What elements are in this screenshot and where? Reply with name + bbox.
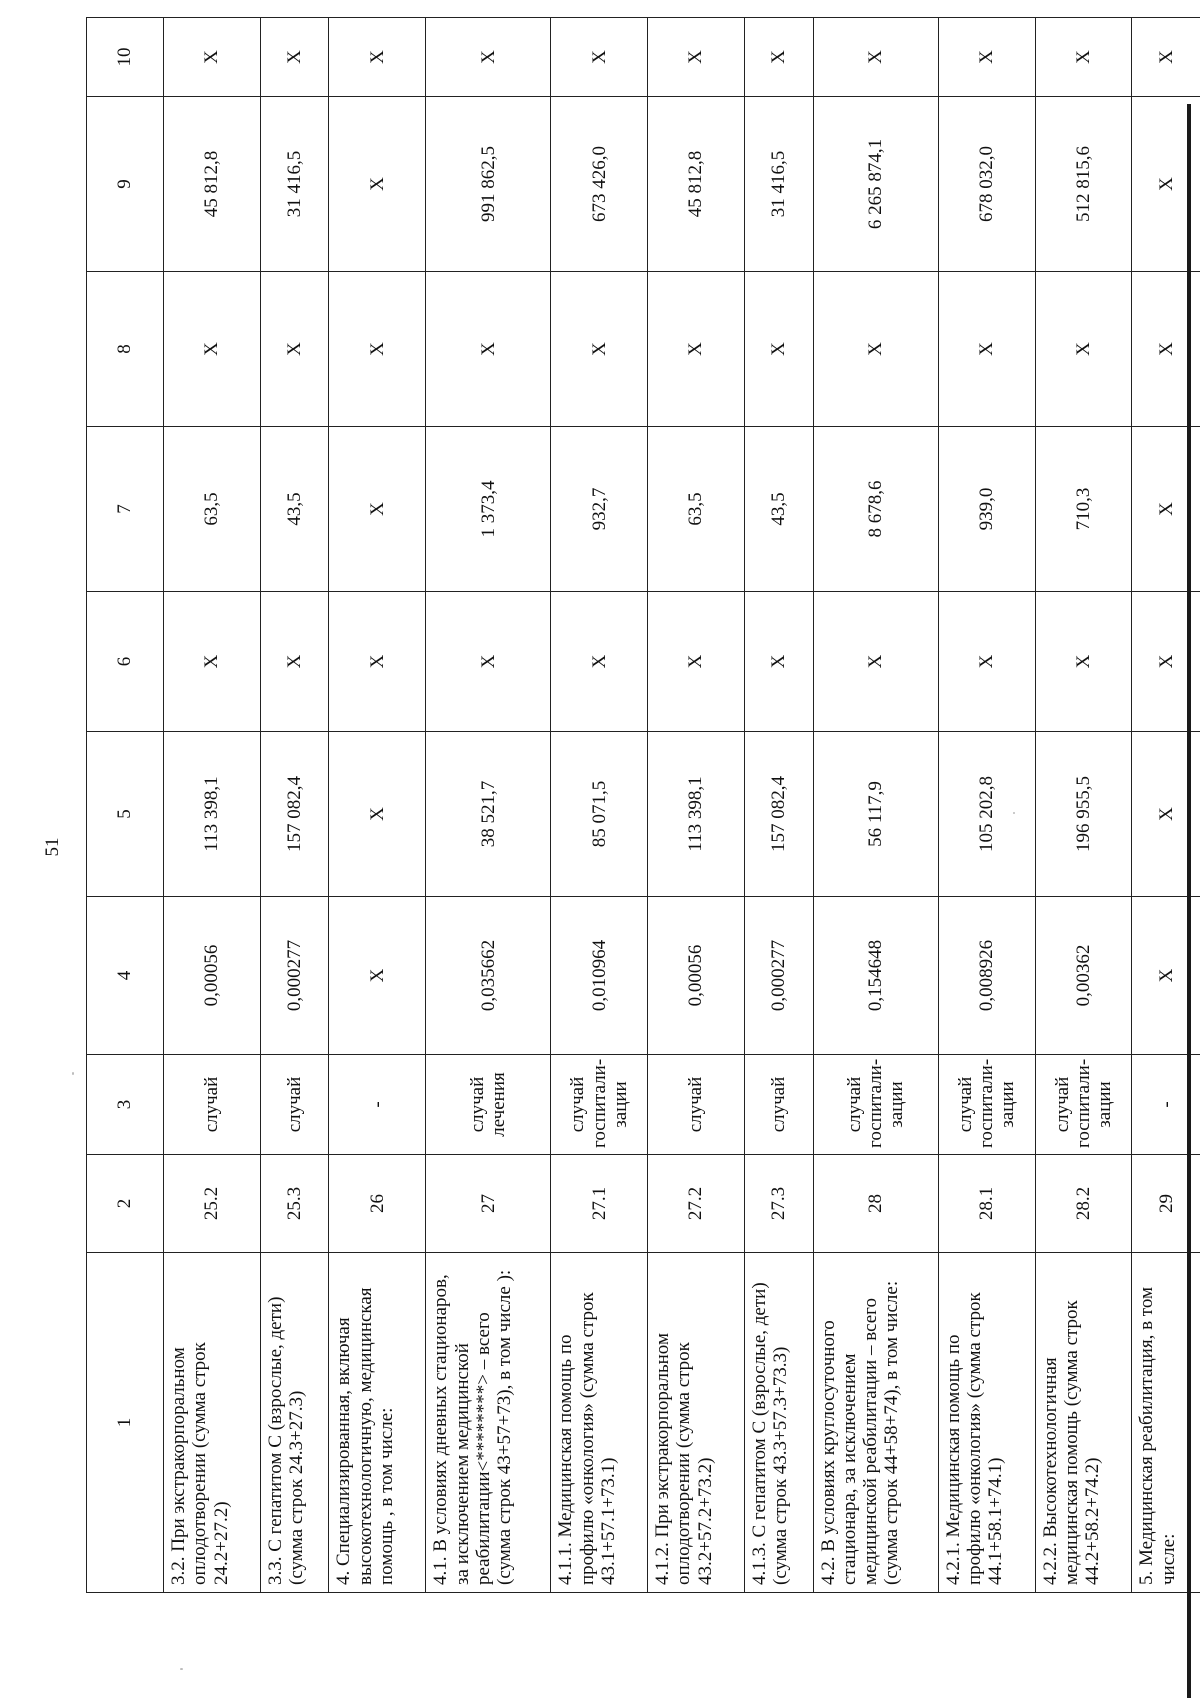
row-label-cell: 4.2. В условиях круглосуточного стационара, за исключением медицинской реабилитации – всего (сумма строк 44+58+74), в том числе: <box>813 1253 938 1593</box>
table-cell-col-4: 0,035662 <box>426 897 551 1055</box>
row-label-cell: 3.2. При экстракорпоральном оплодотворении (сумма строк 24.2+27.2) <box>164 1253 261 1593</box>
table-cell-col-9: 6 265 874,1 <box>813 97 938 272</box>
column-header-9: 9 <box>87 97 164 272</box>
table-cell-col-3: случай <box>648 1055 745 1155</box>
table-row <box>648 18 745 1593</box>
table-cell-col-10: Х <box>813 18 938 97</box>
table-cell-col-7: 1 373,4 <box>426 427 551 592</box>
table-cell-col-6: Х <box>938 592 1035 732</box>
column-header-3: 3 <box>87 1055 164 1155</box>
column-header-2: 2 <box>87 1155 164 1253</box>
table-cell-col-9: 673 426,0 <box>551 97 648 272</box>
table-cell-col-10: Х <box>648 18 745 97</box>
table-cell-col-9: 31 416,5 <box>745 97 814 272</box>
table-row <box>1035 18 1132 1593</box>
table-cell-col-10: Х <box>164 18 261 97</box>
table-cell-col-9: 31 416,5 <box>260 97 329 272</box>
table-cell-col-3: случай госпитали-зации <box>551 1055 648 1155</box>
table-cell-col-8: Х <box>938 272 1035 427</box>
table-cell-col-8: Х <box>329 272 426 427</box>
table-cell-col-2: 28 <box>813 1155 938 1253</box>
table-cell-col-5: 196 955,5 <box>1035 732 1132 897</box>
table-row <box>260 18 329 1593</box>
table-cell-col-4: 0,008926 <box>938 897 1035 1055</box>
table-cell-col-7: 63,5 <box>164 427 261 592</box>
table-cell-col-3: случай госпитали-зации <box>1035 1055 1132 1155</box>
column-header-7: 7 <box>87 427 164 592</box>
row-label-cell: 4.2.1. Медицинская помощь по профилю «онкология» (сумма строк 44.1+58.1+74.1) <box>938 1253 1035 1593</box>
table-cell-col-3: - <box>1132 1055 1200 1155</box>
table-cell-col-7: 710,3 <box>1035 427 1132 592</box>
table-cell-col-6: Х <box>813 592 938 732</box>
table-cell-col-4: 0,000277 <box>260 897 329 1055</box>
table-cell-col-5: 85 071,5 <box>551 732 648 897</box>
table-cell-col-9: Х <box>329 97 426 272</box>
table-cell-col-9: 45 812,8 <box>164 97 261 272</box>
table-cell-col-8: Х <box>1132 272 1200 427</box>
row-label-cell: 4.2.2. Высокотехнологичная медицинская помощь (сумма строк 44.2+58.2+74.2) <box>1035 1253 1132 1593</box>
table-cell-col-4: 0,00056 <box>648 897 745 1055</box>
table-cell-col-5: 157 082,4 <box>745 732 814 897</box>
table-cell-col-8: Х <box>1035 272 1132 427</box>
table-cell-col-6: Х <box>648 592 745 732</box>
table-cell-col-5: 38 521,7 <box>426 732 551 897</box>
data-table <box>86 17 1200 1593</box>
row-label-cell: 4.1.2. При экстракорпоральном оплодотворении (сумма строк 43.2+57.2+73.2) <box>648 1253 745 1593</box>
table-cell-col-9: Х <box>1132 97 1200 272</box>
table-cell-col-10: Х <box>938 18 1035 97</box>
table-cell-col-4: 0,154648 <box>813 897 938 1055</box>
table-cell-col-2: 25.2 <box>164 1155 261 1253</box>
table-cell-col-2: 27 <box>426 1155 551 1253</box>
table-cell-col-2: 27.1 <box>551 1155 648 1253</box>
table-cell-col-5: Х <box>1132 732 1200 897</box>
table-cell-col-9: 991 862,5 <box>426 97 551 272</box>
table-cell-col-3: - <box>329 1055 426 1155</box>
table-cell-col-10: Х <box>745 18 814 97</box>
table-cell-col-5: 105 202,8 <box>938 732 1035 897</box>
table-cell-col-6: Х <box>1132 592 1200 732</box>
table-cell-col-2: 26 <box>329 1155 426 1253</box>
column-header-1: 1 <box>87 1253 164 1593</box>
table-cell-col-10: Х <box>1132 18 1200 97</box>
table-cell-col-7: 43,5 <box>745 427 814 592</box>
table-cell-col-4: Х <box>1132 897 1200 1055</box>
table-cell-col-6: Х <box>551 592 648 732</box>
table-cell-col-4: 0,000277 <box>745 897 814 1055</box>
table-cell-col-3: случай <box>164 1055 261 1155</box>
row-label-cell: 4.1.1. Медицинская помощь по профилю «онкология» (сумма строк 43.1+57.1+73.1) <box>551 1253 648 1593</box>
table-row <box>551 18 648 1593</box>
table-cell-col-6: Х <box>1035 592 1132 732</box>
table-cell-col-7: 43,5 <box>260 427 329 592</box>
table-cell-col-3: случай лечения <box>426 1055 551 1155</box>
scan-edge-line <box>1187 104 1191 1698</box>
table-cell-col-9: 678 032,0 <box>938 97 1035 272</box>
table-cell-col-8: Х <box>745 272 814 427</box>
table-cell-col-7: 932,7 <box>551 427 648 592</box>
column-header-6: 6 <box>87 592 164 732</box>
table-cell-col-8: Х <box>426 272 551 427</box>
table-cell-col-10: Х <box>1035 18 1132 97</box>
table-cell-col-4: 0,00056 <box>164 897 261 1055</box>
row-label-cell: 5. Медицинская реабилитация, в том числе: <box>1132 1253 1200 1593</box>
header-row <box>87 18 164 1593</box>
table-cell-col-6: Х <box>426 592 551 732</box>
table-cell-col-3: случай госпитали-зации <box>813 1055 938 1155</box>
scan-speck <box>180 1668 183 1670</box>
table-cell-col-5: 157 082,4 <box>260 732 329 897</box>
table-cell-col-2: 28.2 <box>1035 1155 1132 1253</box>
table-row <box>426 18 551 1593</box>
row-label-cell: 4.1.3. С гепатитом С (взрослые, дети) (сумма строк 43.3+57.3+73.3) <box>745 1253 814 1593</box>
table-cell-col-9: 512 815,6 <box>1035 97 1132 272</box>
table-cell-col-5: 56 117,9 <box>813 732 938 897</box>
table-cell-col-6: Х <box>329 592 426 732</box>
table-cell-col-2: 25.3 <box>260 1155 329 1253</box>
table-cell-col-10: Х <box>551 18 648 97</box>
table-cell-col-8: Х <box>648 272 745 427</box>
row-label-cell: 3.3. С гепатитом С (взрослые, дети) (сумма строк 24.3+27.3) <box>260 1253 329 1593</box>
table-cell-col-5: Х <box>329 732 426 897</box>
table-row <box>745 18 814 1593</box>
column-header-4: 4 <box>87 897 164 1055</box>
table-cell-col-5: 113 398,1 <box>164 732 261 897</box>
table-cell-col-7: Х <box>329 427 426 592</box>
column-header-10: 10 <box>87 18 164 97</box>
table-cell-col-8: Х <box>813 272 938 427</box>
table-cell-col-8: Х <box>260 272 329 427</box>
table-cell-col-4: 0,00362 <box>1035 897 1132 1055</box>
table-cell-col-3: случай госпитали-зации <box>938 1055 1035 1155</box>
table-row <box>164 18 261 1593</box>
table-cell-col-9: 45 812,8 <box>648 97 745 272</box>
table-body <box>87 18 1200 1593</box>
table-cell-col-6: Х <box>164 592 261 732</box>
table-cell-col-3: случай <box>745 1055 814 1155</box>
table-cell-col-2: 29 <box>1132 1155 1200 1253</box>
table-cell-col-4: 0,010964 <box>551 897 648 1055</box>
scan-speck <box>1013 812 1015 814</box>
table-cell-col-7: 63,5 <box>648 427 745 592</box>
table-cell-col-2: 28.1 <box>938 1155 1035 1253</box>
table-cell-col-7: 8 678,6 <box>813 427 938 592</box>
table-cell-col-2: 27.3 <box>745 1155 814 1253</box>
table-cell-col-8: Х <box>164 272 261 427</box>
table-row <box>813 18 938 1593</box>
rotated-table-wrapper <box>86 18 1200 1593</box>
table-cell-col-6: Х <box>745 592 814 732</box>
table-cell-col-7: 939,0 <box>938 427 1035 592</box>
scan-speck <box>72 1072 74 1075</box>
row-label-cell: 4.1. В условиях дневных стационаров, за исключением медицинской реабилитации<********> – всего (сумма строк 43+57+73), в том числе ): <box>426 1253 551 1593</box>
table-cell-col-6: Х <box>260 592 329 732</box>
row-label-cell: 4. Специализированная, включая высокотехнологичную, медицинская помощь , в том числе: <box>329 1253 426 1593</box>
column-header-8: 8 <box>87 272 164 427</box>
table-cell-col-8: Х <box>551 272 648 427</box>
column-header-5: 5 <box>87 732 164 897</box>
table-cell-col-10: Х <box>426 18 551 97</box>
page-number: 51 <box>42 837 63 857</box>
table-cell-col-3: случай <box>260 1055 329 1155</box>
table-row <box>329 18 426 1593</box>
table-cell-col-10: Х <box>329 18 426 97</box>
table-cell-col-4: Х <box>329 897 426 1055</box>
table-cell-col-10: Х <box>260 18 329 97</box>
table-cell-col-7: Х <box>1132 427 1200 592</box>
table-row <box>938 18 1035 1593</box>
table-cell-col-5: 113 398,1 <box>648 732 745 897</box>
table-cell-col-2: 27.2 <box>648 1155 745 1253</box>
